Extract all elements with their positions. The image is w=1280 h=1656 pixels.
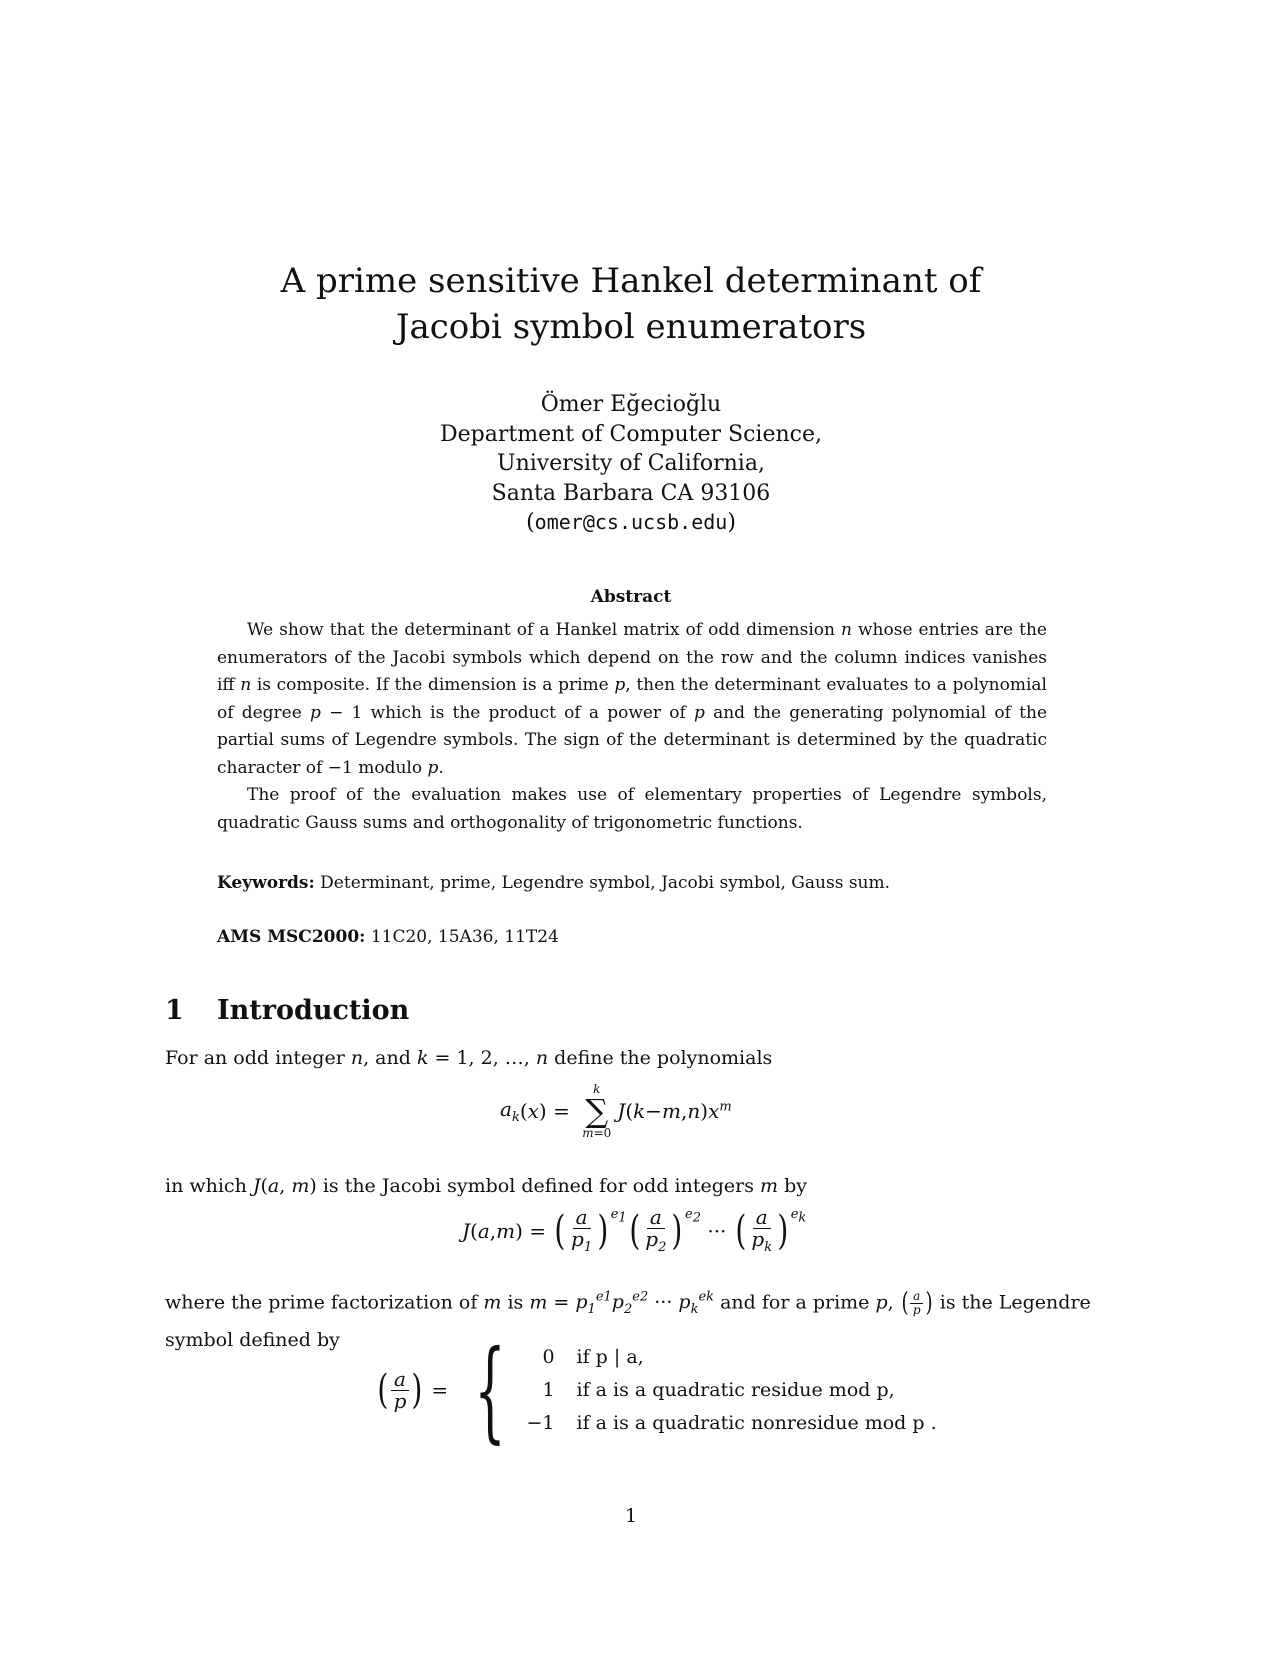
affiliation-department: Department of Computer Science, <box>440 421 822 447</box>
case-row: 1 if a is a quadratic residue mod p, <box>542 1378 895 1401</box>
keywords-label: Keywords: <box>217 873 315 893</box>
equation-jacobi: J ( a , m ) = ( $\frac{a}{p_1}$ ) $^{e_1}$ ( $\frac{a}{p_2}$ ) $^{e_2}$ ··· ( $\frac{a}{p_k}$ ) $^{e_k}$ <box>462 1205 807 1255</box>
keywords-line <box>217 873 890 893</box>
abstract-paragraph-2: The proof of the evaluation makes use of elementary properties of Legendre symbols, quadratic Gauss sums and orthogonality of trigonometric functions. <box>217 785 1047 833</box>
section-heading <box>165 995 409 1026</box>
abstract-paragraph-1: We show that the determinant of a Hankel matrix of odd dimension n whose entries are the enumerators of the Jacobi symbols which depend on the row and the column indices vanishes iff n is composite. If the dimension is a prime p, then the determinant evaluates to a polynomial of degree p − 1 which is the product of a power of p and the generating polynomial of the partial sums of Legendre symbols. The sign of the determinant is determined by the quadratic character of −1 modulo p. <box>217 620 1047 778</box>
author-email[interactable]: omer@cs.ucsb.edu <box>534 510 728 534</box>
ams-text: 11C20, 15A36, 11T24 <box>370 927 559 947</box>
author-block <box>0 390 1262 538</box>
intro-sentence-3: where the prime factorization of m is $m = p_1^{e1}p_2^{e2}$ ··· $p_k^{ek}$ and for a prime p, ( $\frac{a}{p}$ ) is the Legendre symbol defined by <box>165 1288 1091 1352</box>
paper-title <box>0 258 1262 350</box>
author-email-line: (omer@cs.ucsb.edu) <box>526 510 736 535</box>
title-line-2: Jacobi symbol enumerators <box>395 307 867 347</box>
page-number: 1 <box>624 1505 638 1527</box>
title-line-1: A prime sensitive Hankel determinant of <box>280 261 982 301</box>
intro-sentence-1: For an odd integer n, and k = 1, 2, …, n define the polynomials <box>165 1047 773 1069</box>
left-brace: { <box>473 1326 506 1454</box>
ams-line <box>217 927 559 947</box>
legendre-cases-table <box>525 1340 949 1441</box>
affiliation-university: University of California, <box>497 451 765 476</box>
ams-label: AMS MSC2000: <box>217 927 366 947</box>
case-row: 0 if p | a, <box>542 1345 644 1368</box>
intro-sentence-2: in which J(a, m) is the Jacobi symbol defined for odd integers m by <box>165 1175 807 1197</box>
section-number: 1 <box>165 995 184 1026</box>
abstract-heading: Abstract <box>590 587 672 607</box>
abstract-body <box>217 617 1047 837</box>
case-row: −1 if a is a quadratic nonresidue mod p . <box>526 1411 937 1434</box>
equation-ak: $a_k$ ( x ) = k ∑ m=0 J ( k − m , n ) $x^m$ <box>500 1082 732 1140</box>
author-name: Ömer Eğecioğlu <box>540 392 722 417</box>
keywords-text: Determinant, prime, Legendre symbol, Jacobi symbol, Gauss sum. <box>320 873 891 893</box>
section-title: Introduction <box>217 995 410 1026</box>
affiliation-address: Santa Barbara CA 93106 <box>491 480 771 506</box>
equation-legendre: ( $\frac{a}{p}$ ) = { 0 if p | a, 1 if a is a quadratic residue mod p, −1 if a is a quadratic nonresidue mod p . <box>375 1335 949 1445</box>
